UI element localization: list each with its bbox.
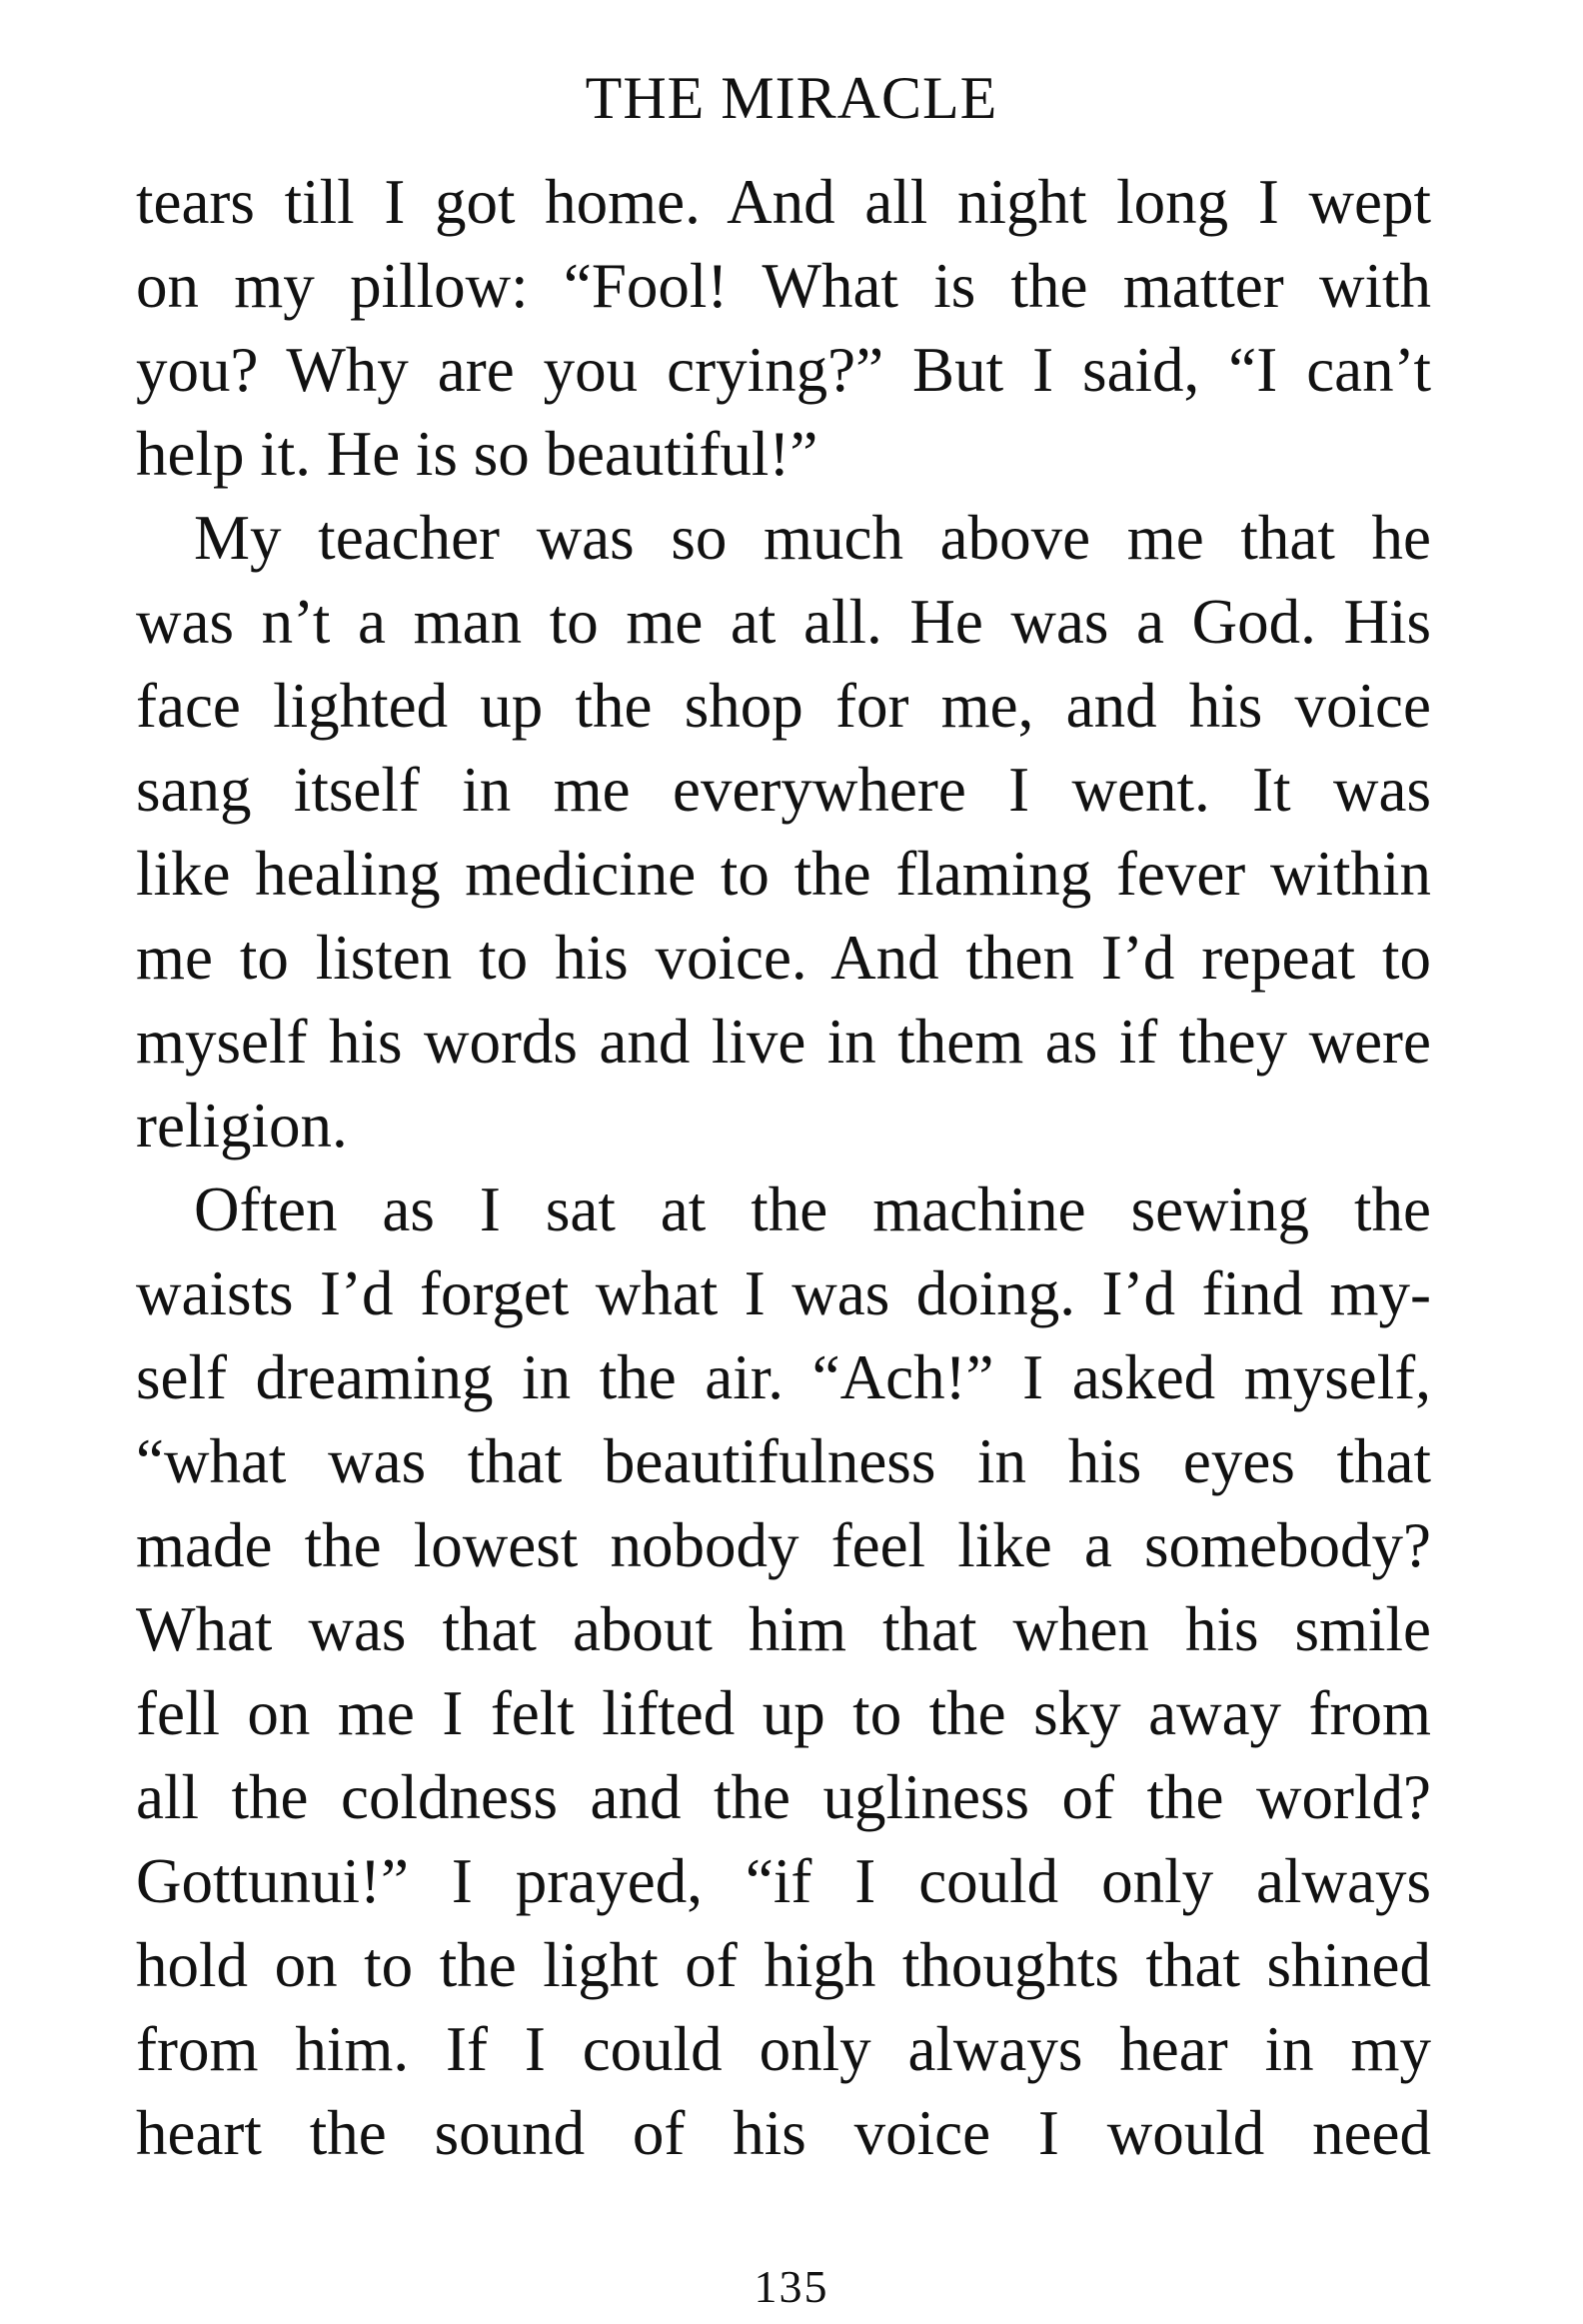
text-line: My teacher was so much above me that he (194, 503, 1431, 573)
text-line: like healing medicine to the flaming fever within (136, 839, 1431, 909)
running-head: THE MIRACLE (585, 65, 998, 131)
text-line: hold on to the light of high thoughts that shined (136, 1930, 1431, 2000)
text-line: all the coldness and the ugliness of the world? (136, 1762, 1431, 1832)
text-line: religion. (136, 1091, 348, 1161)
text-line: Often as I sat at the machine sewing the (194, 1174, 1431, 1244)
text-line: What was that about him that when his smile (136, 1594, 1431, 1664)
text-line: you? Why are you crying?” But I said, “I can’t (136, 335, 1431, 405)
text-line: from him. If I could only always hear in my (136, 2014, 1431, 2084)
text-line: was n’t a man to me at all. He was a God. His (136, 587, 1431, 657)
text-line: waists I’d forget what I was doing. I’d find my- (136, 1258, 1431, 1328)
text-line: tears till I got home. And all night long I wept (136, 167, 1431, 237)
text-line: sang itself in me everywhere I went. It was (136, 755, 1431, 825)
text-line: myself his words and live in them as if they were (136, 1007, 1431, 1077)
text-line: “what was that beautifulness in his eyes that (136, 1426, 1431, 1496)
text-line: made the lowest nobody feel like a somebody? (136, 1510, 1431, 1580)
text-line: heart the sound of his voice I would need (136, 2098, 1431, 2168)
text-line: on my pillow: “Fool! What is the matter with (136, 251, 1431, 321)
body-text (136, 160, 1431, 2175)
text-line: face lighted up the shop for me, and his voice (136, 671, 1431, 741)
text-line: Gottunui!” I prayed, “if I could only always (136, 1846, 1431, 1916)
text-line: help it. He is so beautiful!” (136, 419, 818, 489)
text-line: fell on me I felt lifted up to the sky away from (136, 1678, 1431, 1748)
page-number: 135 (754, 2261, 829, 2312)
text-line: me to listen to his voice. And then I’d repeat to (136, 923, 1431, 993)
text-line: self dreaming in the air. “Ach!” I asked myself, (136, 1342, 1431, 1412)
